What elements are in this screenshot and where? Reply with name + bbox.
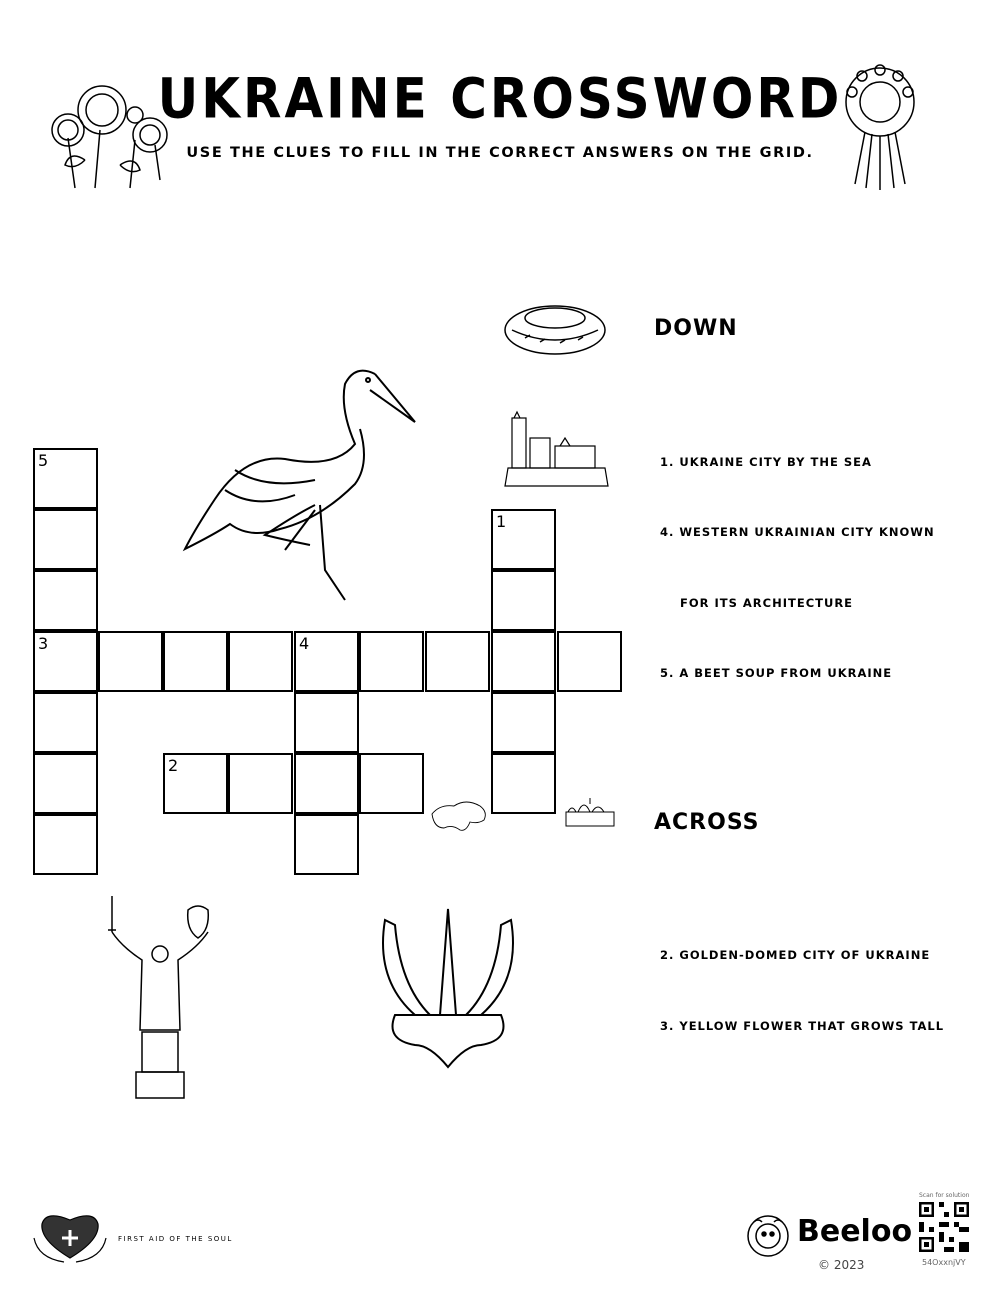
page-subtitle: USE THE CLUES TO FILL IN THE CORRECT ANSWERS ON THE GRID. [186,145,814,161]
grid-cell[interactable] [491,509,556,570]
scan-text: Scan for solution [919,1192,970,1199]
grid-cell[interactable] [294,753,359,814]
brand-name: Beeloo [797,1214,913,1249]
page-title: UKRAINE CROSSWORD [157,67,843,131]
grid-cell[interactable] [33,570,98,631]
grid-cell[interactable] [425,631,490,692]
grid-cell[interactable] [294,631,359,692]
cell-number: 3 [38,634,49,653]
grid-cell[interactable] [228,631,293,692]
down-clue-4-continued: FOR ITS ARCHITECTURE [680,596,854,610]
down-clue-5: 5. A BEET SOUP FROM UKRAINE [660,666,893,680]
solution-code: 54OxxnjVY [922,1258,966,1267]
grid-cell[interactable] [294,692,359,753]
grid-cell[interactable] [33,631,98,692]
grid-cell[interactable] [33,753,98,814]
grid-cell[interactable] [557,631,622,692]
grid-cell[interactable] [294,814,359,875]
grid-cell[interactable] [33,814,98,875]
heart-hands-icon [30,1208,110,1264]
cell-number: 2 [168,756,179,775]
grid-cell[interactable] [228,753,293,814]
down-heading: DOWN [654,316,738,341]
cell-number: 5 [38,451,49,470]
footer-tagline: FIRST AID OF THE SOUL [118,1235,233,1243]
grid-cell[interactable] [359,631,424,692]
across-clue-2: 2. GOLDEN-DOMED CITY OF UKRAINE [660,948,931,962]
grid-cell[interactable] [33,509,98,570]
grid-cell[interactable] [33,448,98,509]
cell-number: 4 [299,634,310,653]
across-clue-3: 3. YELLOW FLOWER THAT GROWS TALL [660,1019,945,1033]
grid-cell[interactable] [491,631,556,692]
grid-cell[interactable] [163,631,228,692]
bee-logo-icon [746,1214,790,1258]
grid-cell[interactable] [491,692,556,753]
grid-cell[interactable] [163,753,228,814]
grid-cell[interactable] [359,753,424,814]
grid-cell[interactable] [98,631,163,692]
qr-code-icon[interactable] [919,1202,969,1252]
grid-cell[interactable] [491,570,556,631]
cell-number: 1 [496,512,507,531]
down-clue-1: 1. UKRAINE CITY BY THE SEA [660,455,872,469]
down-clue-4: 4. WESTERN UKRAINIAN CITY KNOWN [660,525,935,539]
across-heading: ACROSS [654,810,760,835]
copyright: © 2023 [818,1258,865,1272]
grid-cell[interactable] [33,692,98,753]
grid-cell[interactable] [491,753,556,814]
